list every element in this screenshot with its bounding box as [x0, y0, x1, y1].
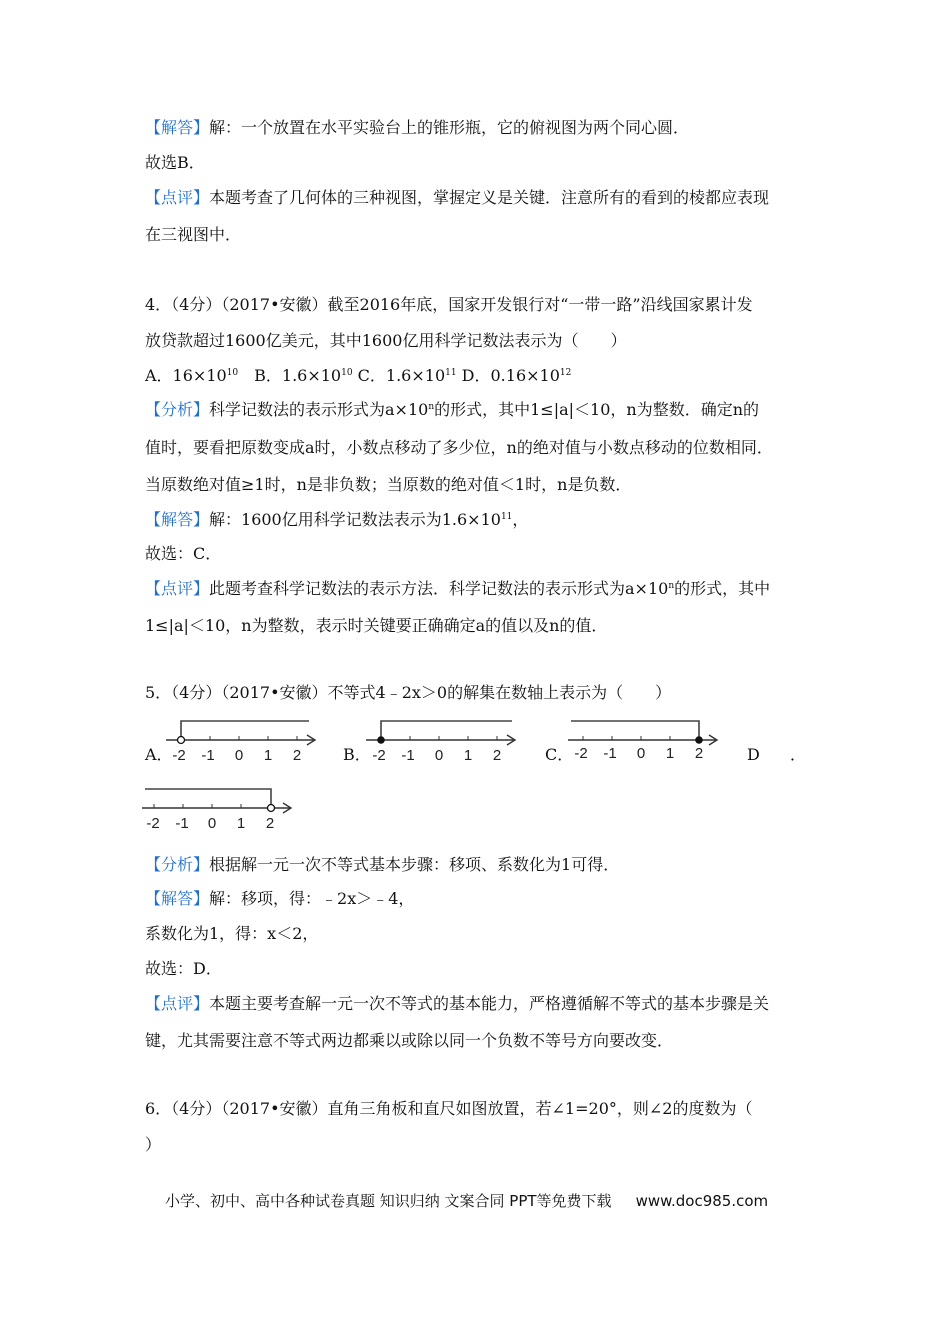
tick-label: 1 — [463, 747, 473, 764]
tick-label: -1 — [201, 747, 215, 764]
tick-label: -1 — [603, 745, 617, 762]
q3-answer: 【解答】解：一个放置在水平实验台上的锥形瓶，它的俯视图为两个同心圆． — [145, 118, 690, 137]
tick-label: 2 — [292, 747, 302, 764]
tick-label: 0 — [636, 745, 646, 762]
tick-label: -2 — [146, 815, 160, 832]
tick-label: -2 — [574, 745, 588, 762]
page-footer — [165, 1190, 768, 1211]
tick-label: -2 — [372, 747, 386, 764]
tick-label: 1 — [236, 815, 246, 832]
q3-choice: 故选B． — [145, 153, 205, 172]
tick-label: 2 — [694, 745, 704, 762]
tick-label: 0 — [234, 747, 244, 764]
q4-comment: 【点评】此题考查科学记数法的表示方法．科学记数法的表示形式为$a\times 10^n$的形式，其中 — [145, 579, 771, 598]
q5-option-c-label: C． — [545, 745, 574, 764]
q5-option-d-dot: ． — [790, 745, 807, 764]
q4-analysis: 【分析】科学记数法的表示形式为$a\times 10^n$的形式，其中1≤|a|＜10，n为整数．确定n的 — [145, 400, 760, 419]
tick-label: 0 — [207, 815, 217, 832]
q6-stem: 6．（4分）（2017•安徽）直角三角板和直尺如图放置，若∠1=20°，则∠2的度数为（ — [145, 1099, 753, 1118]
q5-option-b-label: B． — [343, 745, 371, 764]
footer-text: 小学、初中、高中各种试卷真题 知识归纳 文案合同 PPT等免费下载 — [165, 1192, 612, 1210]
tick-label: 1 — [665, 745, 675, 762]
q5-analysis: 【分析】根据解一元一次不等式基本步骤：移项、系数化为1可得． — [145, 855, 620, 874]
tick-label: 2 — [492, 747, 502, 764]
q4-choice: 故选：C． — [145, 544, 222, 563]
q6-stem-cont: ） — [145, 1135, 162, 1154]
q4-stem: 4．（4分）（2017•安徽）截至2016年底，国家开发银行对“一带一路”沿线国家累计发 — [145, 295, 753, 314]
q3-comment: 【点评】本题考查了几何体的三种视图，掌握定义是关键．注意所有的看到的棱都应表现 — [145, 188, 770, 207]
tick-label: 1 — [263, 747, 273, 764]
q5-option-a-label: A． — [145, 745, 173, 764]
footer-url[interactable]: www.doc985.com — [635, 1192, 769, 1210]
q4-stem-cont: 放贷款超过1600亿美元，其中1600亿用科学记数法表示为（ ） — [145, 331, 627, 350]
q3-comment-cont: 在三视图中． — [145, 225, 242, 244]
q4-comment-cont: 1≤|a|＜10，n为整数，表示时关键要正确确定a的值以及n的值． — [145, 616, 608, 635]
q4-answer: 【解答】解：1600亿用科学记数法表示为$1.6\times 10^{11}$， — [145, 510, 529, 529]
q5-number-line-c — [566, 716, 726, 766]
tick-label: 2 — [265, 815, 275, 832]
q4-options: A．$16\times 10^{10}$ B．$1.6\times 10^{10}$ C．$1.6\times 10^{11}$ D．$0.16\times 10^{12}$ — [145, 366, 572, 385]
q5-comment-cont: 键，尤其需要注意不等式两边都乘以或除以同一个负数不等号方向要改变． — [145, 1031, 674, 1050]
q5-number-line-a — [164, 716, 324, 766]
q5-answer: 【解答】解：移项，得：﹣2x＞﹣4， — [145, 889, 415, 908]
q5-number-line-b — [364, 716, 524, 766]
tick-label: -1 — [401, 747, 415, 764]
q5-answer-l2: 系数化为1，得：x＜2， — [145, 924, 319, 943]
tick-label: 0 — [434, 747, 444, 764]
tick-label: -1 — [175, 815, 189, 832]
q5-comment: 【点评】本题主要考查解一元一次不等式的基本能力，严格遵循解不等式的基本步骤是关 — [145, 994, 770, 1013]
q5-stem: 5．（4分）（2017•安徽）不等式4﹣2x＞0的解集在数轴上表示为（ ） — [145, 683, 672, 702]
q5-choice: 故选：D． — [145, 959, 222, 978]
q5-option-d-label: D — [747, 745, 760, 764]
tick-label: -2 — [172, 747, 186, 764]
q4-analysis-l3: 当原数绝对值≥1时，n是非负数；当原数的绝对值＜1时，n是负数． — [145, 475, 632, 494]
q4-analysis-l2: 值时，要看把原数变成a时，小数点移动了多少位，n的绝对值与小数点移动的位数相同． — [145, 438, 773, 457]
q5-number-line-d — [140, 784, 300, 834]
